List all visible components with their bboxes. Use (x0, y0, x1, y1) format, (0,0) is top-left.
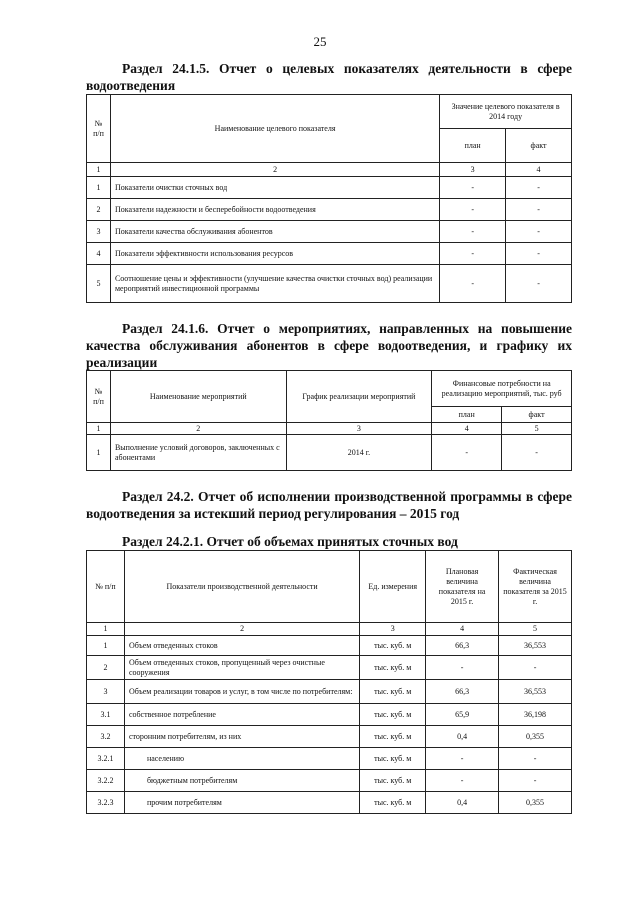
cell-name: Показатели качества обслуживания абонентов (110, 221, 439, 243)
cell-num: 3 (87, 221, 111, 243)
table-header-row (87, 371, 572, 407)
cell-plan: 65,9 (426, 704, 499, 726)
index-cell: 2 (124, 623, 359, 636)
cell-plan: - (440, 243, 506, 265)
cell-name: Объем отведенных стоков (124, 636, 359, 656)
table-header-row (87, 551, 572, 623)
index-cell: 4 (506, 163, 572, 177)
table-row (87, 221, 572, 243)
index-cell: 1 (87, 163, 111, 177)
cell-plan: - (440, 265, 506, 303)
target-indicators-table (86, 94, 572, 303)
cell-schedule: 2014 г. (286, 435, 432, 471)
index-cell: 1 (87, 423, 111, 435)
table-index-row (87, 163, 572, 177)
index-cell: 5 (499, 623, 572, 636)
cell-name: населению (124, 748, 359, 770)
cell-name: собственное потребление (124, 704, 359, 726)
table-row (87, 680, 572, 704)
cell-fact: - (499, 748, 572, 770)
cell-fact: - (506, 243, 572, 265)
column-header-value: Значение целевого показателя в 2014 году (440, 95, 572, 129)
cell-num: 2 (87, 656, 125, 680)
cell-num: 1 (87, 177, 111, 199)
column-header-plan: Плановая величина показателя на 2015 г. (426, 551, 499, 623)
index-cell: 3 (360, 623, 426, 636)
cell-num: 3.2 (87, 726, 125, 748)
cell-unit: тыс. куб. м (360, 704, 426, 726)
cell-unit: тыс. куб. м (360, 726, 426, 748)
column-header-name: Показатели производственной деятельности (124, 551, 359, 623)
index-cell: 2 (110, 423, 286, 435)
section-24-1-6-title: Раздел 24.1.6. Отчет о мероприятиях, направленных на повышение качества обслуживания абонентов в сфере водоотведения, и графику их реализации (86, 321, 572, 370)
cell-unit: тыс. куб. м (360, 748, 426, 770)
column-header-finance: Финансовые потребности на реализацию мероприятий, тыс. руб (432, 371, 572, 407)
cell-fact: 36,553 (499, 680, 572, 704)
page-number: 25 (313, 34, 327, 49)
cell-plan: - (426, 748, 499, 770)
activities-table (86, 370, 572, 471)
cell-fact: - (506, 177, 572, 199)
table-row (87, 435, 572, 471)
table-row (87, 265, 572, 303)
index-cell: 4 (426, 623, 499, 636)
table-row (87, 726, 572, 748)
table-index-row (87, 623, 572, 636)
column-header-unit: Ед. измерения (360, 551, 426, 623)
cell-fact: - (499, 770, 572, 792)
column-header-name: Наименование мероприятий (110, 371, 286, 423)
table-row (87, 792, 572, 814)
cell-plan: 0,4 (426, 726, 499, 748)
cell-fact: 0,355 (499, 726, 572, 748)
index-cell: 2 (110, 163, 439, 177)
table-row (87, 748, 572, 770)
table-row (87, 243, 572, 265)
cell-fact: - (506, 221, 572, 243)
cell-plan: 66,3 (426, 636, 499, 656)
column-header-num: № п/п (87, 371, 111, 423)
cell-unit: тыс. куб. м (360, 792, 426, 814)
table-header-row (87, 95, 572, 129)
cell-fact: 36,553 (499, 636, 572, 656)
column-header-plan: план (432, 407, 502, 423)
wastewater-volume-table (86, 550, 572, 814)
cell-name: Объем реализации товаров и услуг, в том числе по потребителям: (124, 680, 359, 704)
column-header-fact: факт (506, 129, 572, 163)
cell-unit: тыс. куб. м (360, 636, 426, 656)
cell-num: 3.2.2 (87, 770, 125, 792)
cell-plan: - (426, 656, 499, 680)
index-cell: 5 (502, 423, 572, 435)
column-header-num: № п/п (87, 551, 125, 623)
cell-plan: 66,3 (426, 680, 499, 704)
table-row (87, 199, 572, 221)
cell-num: 3 (87, 680, 125, 704)
cell-unit: тыс. куб. м (360, 770, 426, 792)
index-cell: 4 (432, 423, 502, 435)
index-cell: 1 (87, 623, 125, 636)
cell-num: 4 (87, 243, 111, 265)
cell-fact: - (506, 199, 572, 221)
cell-name: Показатели надежности и бесперебойности водоотведения (110, 199, 439, 221)
cell-name: Показатели эффективности использования ресурсов (110, 243, 439, 265)
column-header-fact: Фактическая величина показателя за 2015 г. (499, 551, 572, 623)
column-header-schedule: График реализации мероприятий (286, 371, 432, 423)
cell-plan: - (432, 435, 502, 471)
cell-plan: - (440, 221, 506, 243)
table-row (87, 704, 572, 726)
cell-unit: тыс. куб. м (360, 656, 426, 680)
table-index-row (87, 423, 572, 435)
cell-fact: - (499, 656, 572, 680)
cell-num: 1 (87, 435, 111, 471)
column-header-fact: факт (502, 407, 572, 423)
cell-unit: тыс. куб. м (360, 680, 426, 704)
cell-name: Объем отведенных стоков, пропущенный через очистные сооружения (124, 656, 359, 680)
cell-num: 3.2.1 (87, 748, 125, 770)
index-cell: 3 (286, 423, 432, 435)
section-24-2-1-title: Раздел 24.2.1. Отчет об объемах принятых сточных вод (122, 534, 458, 549)
cell-plan: - (440, 199, 506, 221)
cell-name: прочим потребителям (124, 792, 359, 814)
cell-num: 1 (87, 636, 125, 656)
column-header-plan: план (440, 129, 506, 163)
table-row (87, 177, 572, 199)
section-24-2-title: Раздел 24.2. Отчет об исполнении производственной программы в сфере водоотведения за истекший период регулирования – 2015 год (86, 489, 572, 521)
cell-name: Соотношение цены и эффективности (улучшение качества очистки сточных вод) реализации мероприятий инвестиционной программы (110, 265, 439, 303)
cell-plan: - (440, 177, 506, 199)
cell-name: сторонним потребителям, из них (124, 726, 359, 748)
table-row (87, 656, 572, 680)
cell-fact: - (502, 435, 572, 471)
table-row (87, 636, 572, 656)
index-cell: 3 (440, 163, 506, 177)
cell-name: бюджетным потребителям (124, 770, 359, 792)
cell-name: Выполнение условий договоров, заключенных с абонентами (110, 435, 286, 471)
column-header-num: № п/п (87, 95, 111, 163)
cell-fact: - (506, 265, 572, 303)
cell-num: 3.2.3 (87, 792, 125, 814)
table-row (87, 770, 572, 792)
cell-num: 2 (87, 199, 111, 221)
cell-fact: 0,355 (499, 792, 572, 814)
column-header-name: Наименование целевого показателя (110, 95, 439, 163)
cell-plan: 0,4 (426, 792, 499, 814)
cell-num: 5 (87, 265, 111, 303)
cell-num: 3.1 (87, 704, 125, 726)
cell-fact: 36,198 (499, 704, 572, 726)
cell-name: Показатели очистки сточных вод (110, 177, 439, 199)
section-24-1-5-title: Раздел 24.1.5. Отчет о целевых показателях деятельности в сфере водоотведения (86, 61, 572, 93)
cell-plan: - (426, 770, 499, 792)
